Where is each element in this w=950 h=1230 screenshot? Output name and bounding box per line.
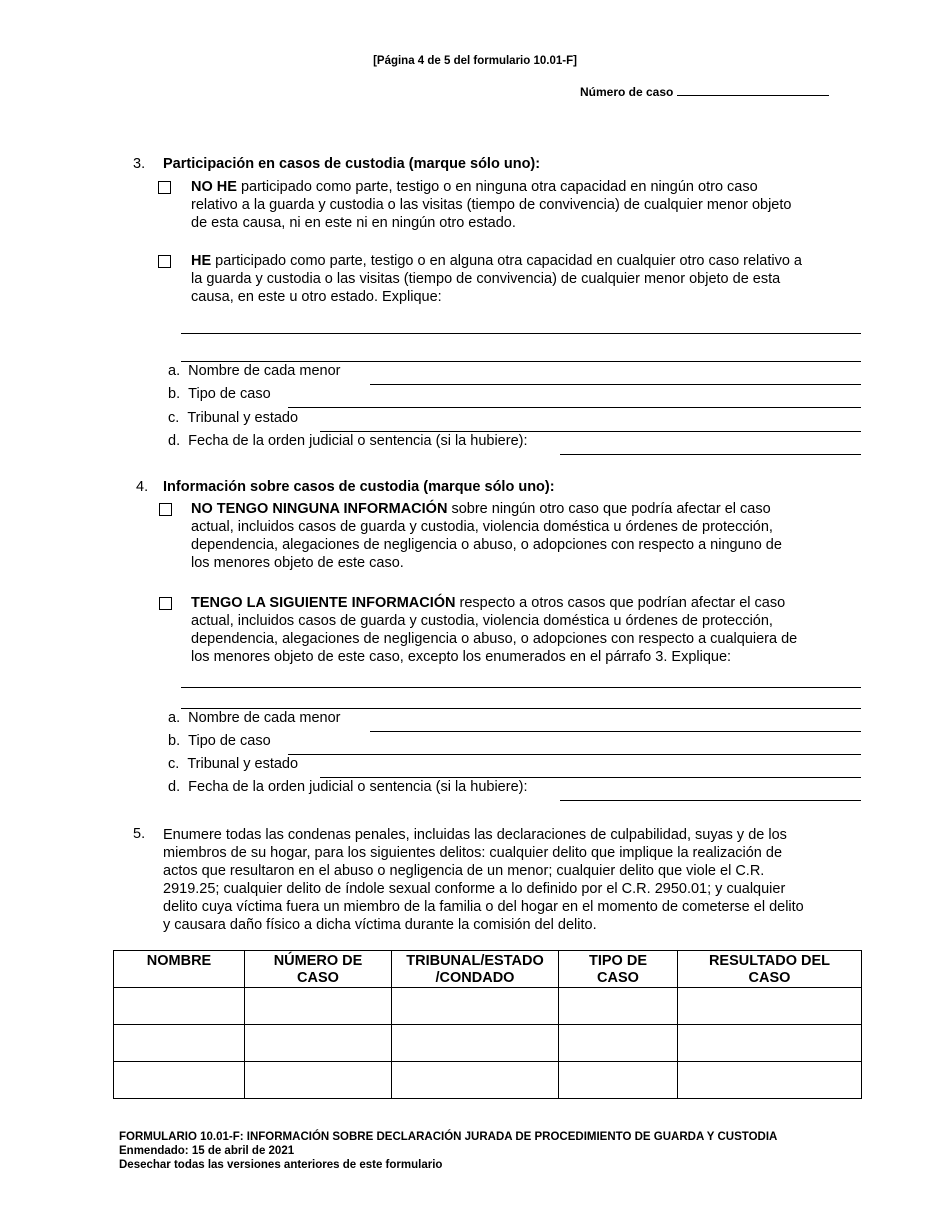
table-cell[interactable] [559, 1025, 678, 1062]
section-3-item-d-line[interactable] [560, 454, 861, 455]
section-3-yes-text: HE participado como parte, testigo o en alguna otra capacidad en cualquier otro caso relativo a la guarda y custodia o las visitas (tiempo de convivencia) de cualquier menor objeto de esta causa, en este u otro estado. Explique: [191, 253, 802, 305]
table-cell[interactable] [114, 988, 245, 1025]
section-4-number: 4. [136, 479, 149, 495]
section-3-item-a-line[interactable] [370, 384, 861, 385]
table-cell[interactable] [678, 1025, 862, 1062]
section-3-heading: Participación en casos de custodia (marque sólo uno): [163, 156, 541, 172]
col-header-tipo-de-caso: TIPO DE CASO [559, 951, 678, 988]
section-4-item-a-line[interactable] [370, 731, 861, 732]
page-indicator: [Página 4 de 5 del formulario 10.01-F] [373, 55, 577, 67]
section-3-no-lead: NO HE [191, 179, 237, 195]
section-4-explain-line-2[interactable] [181, 708, 861, 709]
table-cell[interactable] [392, 988, 559, 1025]
case-number-field [580, 84, 829, 99]
section-3-no-text: NO HE participado como parte, testigo o en ninguna otra capacidad en ningún otro caso relativo a la guarda y custodia o las visitas (tiempo de convivencia) de cualquier menor objeto de esta causa, ni en este ni en ningún otro estado. [191, 179, 792, 231]
section-4-yes-lead: TENGO LA SIGUIENTE INFORMACIÓN [191, 595, 456, 611]
section-3-item-a: a. Nombre de cada menor [168, 363, 341, 379]
section-4-item-b-line[interactable] [288, 754, 861, 755]
section-5-number: 5. [133, 826, 146, 842]
section-3-number: 3. [133, 156, 146, 172]
table-cell[interactable] [678, 988, 862, 1025]
table-cell[interactable] [392, 1025, 559, 1062]
table-cell[interactable] [114, 1025, 245, 1062]
section-3-item-d: d. Fecha de la orden judicial o sentencia (si la hubiere): [168, 433, 528, 449]
section-4-yes-checkbox[interactable] [159, 597, 172, 610]
section-3-no-checkbox[interactable] [158, 181, 171, 194]
section-3-explain-line-2[interactable] [181, 361, 861, 362]
col-header-nombre: NOMBRE [114, 951, 245, 988]
section-3-yes-lead: HE [191, 253, 212, 269]
section-4-item-d: d. Fecha de la orden judicial o sentencia (si la hubiere): [168, 779, 528, 795]
section-4-item-b: b. Tipo de caso [168, 733, 271, 749]
section-3-item-b-line[interactable] [288, 407, 861, 408]
table-cell[interactable] [245, 1025, 392, 1062]
col-header-resultado: RESULTADO DEL CASO [678, 951, 862, 988]
section-4-heading: Información sobre casos de custodia (marque sólo uno): [163, 479, 555, 495]
table-row [114, 988, 862, 1025]
section-3-explain-line-1[interactable] [181, 333, 861, 334]
col-header-numero-de-caso: NÚMERO DE CASO [245, 951, 392, 988]
table-header-row [114, 951, 862, 988]
section-4-no-text: NO TENGO NINGUNA INFORMACIÓN sobre ningún otro caso que podría afectar el caso actual, incluidos casos de guarda y custodia, violencia doméstica u órdenes de protección, dependencia, alegaciones de negligencia o abuso, o adopciones con respecto a ninguno de los menores objeto de este caso. [191, 501, 782, 571]
col-header-tribunal: TRIBUNAL/ESTADO /CONDADO [392, 951, 559, 988]
table-cell[interactable] [559, 988, 678, 1025]
section-4-item-a: a. Nombre de cada menor [168, 710, 341, 726]
table-row [114, 1062, 862, 1099]
section-4-item-c: c. Tribunal y estado [168, 756, 299, 772]
table-cell[interactable] [245, 1062, 392, 1099]
footer-discard-note: Desechar todas las versiones anteriores de este formulario [119, 1159, 443, 1171]
table-cell[interactable] [678, 1062, 862, 1099]
table-cell[interactable] [559, 1062, 678, 1099]
case-number-blank[interactable] [677, 84, 829, 96]
section-4-no-checkbox[interactable] [159, 503, 172, 516]
footer-amended-date: Enmendado: 15 de abril de 2021 [119, 1145, 295, 1157]
section-3-item-b: b. Tipo de caso [168, 386, 271, 402]
footer-form-title: FORMULARIO 10.01-F: INFORMACIÓN SOBRE DECLARACIÓN JURADA DE PROCEDIMIENTO DE GUARDA Y CUSTODIA [119, 1131, 778, 1143]
section-4-item-d-line[interactable] [560, 800, 861, 801]
section-3-yes-checkbox[interactable] [158, 255, 171, 268]
section-4-yes-text: TENGO LA SIGUIENTE INFORMACIÓN respecto a otros casos que podrían afectar el caso actual, incluidos casos de guarda y custodia, violencia doméstica u órdenes de protección, dependencia, alegaciones de negligencia o abuso, o adopciones con respecto a cualquiera de los menores objeto de este caso, excepto los enumerados en el párrafo 3. Explique: [191, 595, 798, 665]
case-number-label: Número de caso [580, 85, 674, 99]
section-3-item-c-line[interactable] [320, 431, 861, 432]
section-4-no-lead: NO TENGO NINGUNA INFORMACIÓN [191, 501, 448, 517]
table-cell[interactable] [114, 1062, 245, 1099]
section-3-item-c: c. Tribunal y estado [168, 410, 299, 426]
section-4-explain-line-1[interactable] [181, 687, 861, 688]
section-5-text: Enumere todas las condenas penales, incluidas las declaraciones de culpabilidad, suyas y de los miembros de su hogar, para los siguientes delitos: cualquier delito que implique la realización de actos que resultaron en el abuso o negligencia de un menor; cualquier delito que viole el C.R. 2919.25; cualquier delito de índole sexual conforme a lo definido por el C.R. 2950.01; y cualquier delito cuya víctima fuera un miembro de la familia o del hogar en el momento de cometerse el delito y causara daño físico a dicha víctima durante la comisión del delito. [163, 827, 804, 933]
table-row [114, 1025, 862, 1062]
table-cell[interactable] [245, 988, 392, 1025]
table-cell[interactable] [392, 1062, 559, 1099]
section-4-item-c-line[interactable] [320, 777, 861, 778]
criminal-convictions-table [113, 950, 862, 1099]
